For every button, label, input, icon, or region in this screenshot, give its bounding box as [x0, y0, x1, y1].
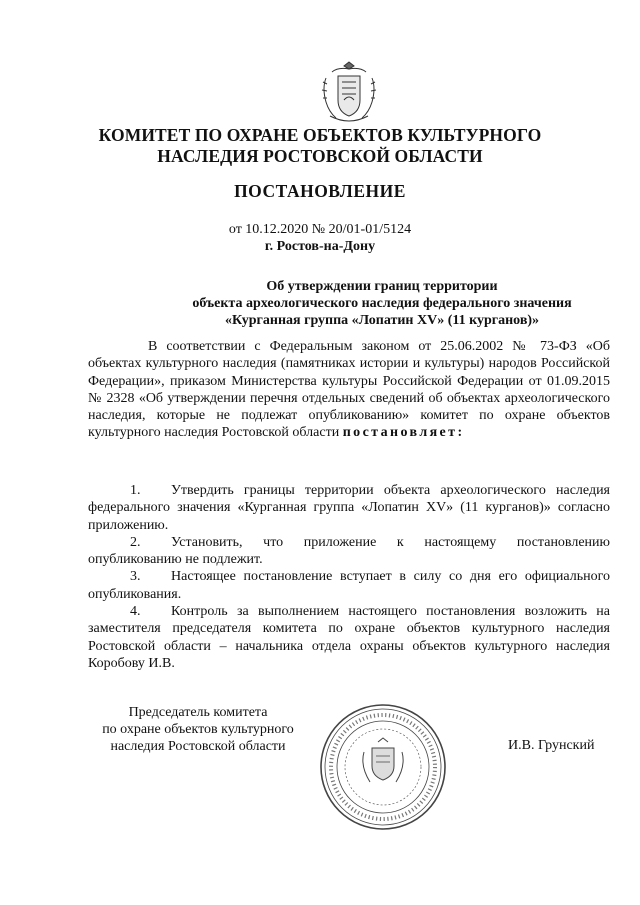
- subject-line-2: объекта археологического наследия федерального значения: [192, 296, 572, 311]
- item-text: Контроль за выполнением настоящего постановления возложить на заместителя председателя комитета по охране объектов культурного наследия Ростовской области – начальника отдела охраны объектов культурного наследия Коробову И.В.: [88, 604, 610, 671]
- item-text: Настоящее постановление вступает в силу со дня его официального опубликования.: [88, 569, 610, 602]
- coat-of-arms-icon: [318, 60, 380, 124]
- list-item: [88, 568, 610, 603]
- signatory-title: [76, 704, 320, 755]
- preamble-text: В соответствии с Федеральным законом от 25.06.2002 № 73-ФЗ «Об объектах культурного наследия (памятниках истории и культуры) народов Российской Федерации», приказом Министерства культуры Российской Федерации от 01.09.2015 № 2328 «Об утверждении перечня отдельных сведений об объектах археологического наследия, которые не подлежат опубликованию» комитет по охране объектов культурного наследия Ростовской области: [88, 339, 610, 441]
- item-number: 2.: [130, 534, 141, 550]
- document-meta: [0, 221, 640, 255]
- signatory-title-line-3: наследия Ростовской области: [110, 739, 286, 754]
- organization-line-1: КОМИТЕТ ПО ОХРАНЕ ОБЪЕКТОВ КУЛЬТУРНОГО: [98, 125, 542, 145]
- list-item: [88, 534, 610, 569]
- item-text: Утвердить границы территории объекта археологического наследия федерального значения «Курганная группа «Лопатин XV» (11 курганов)» согласно приложению.: [88, 483, 610, 533]
- decree-items: [88, 482, 610, 672]
- item-text: Установить, что приложение к настоящему постановлению опубликованию не подлежит.: [88, 534, 610, 568]
- item-number: 4.: [130, 604, 141, 620]
- document-type: ПОСТАНОВЛЕНИЕ: [234, 181, 406, 201]
- list-item: [88, 482, 610, 534]
- signatory-title-line-2: по охране объектов культурного: [102, 722, 294, 737]
- signatory-title-line-1: Председатель комитета: [128, 705, 268, 720]
- organization-name: [0, 125, 640, 167]
- preamble: [88, 338, 610, 442]
- city: г. Ростов-на-Дону: [264, 239, 376, 254]
- item-number: 3.: [130, 569, 141, 585]
- date-number: от 10.12.2020 № 20/01-01/5124: [228, 222, 412, 237]
- subject-line-1: Об утверждении границ территории: [266, 279, 498, 294]
- document-subject: [0, 278, 640, 329]
- organization-line-2: НАСЛЕДИЯ РОСТОВСКОЙ ОБЛАСТИ: [157, 146, 483, 166]
- subject-line-3: «Курганная группа «Лопатин XV» (11 курганов)»: [224, 313, 540, 328]
- list-item: [88, 603, 610, 672]
- signatory-name: И.В. Грунский: [508, 738, 595, 753]
- item-number: 1.: [130, 483, 141, 498]
- decree-word: постановляет:: [342, 425, 465, 441]
- official-seal-icon: [318, 702, 448, 832]
